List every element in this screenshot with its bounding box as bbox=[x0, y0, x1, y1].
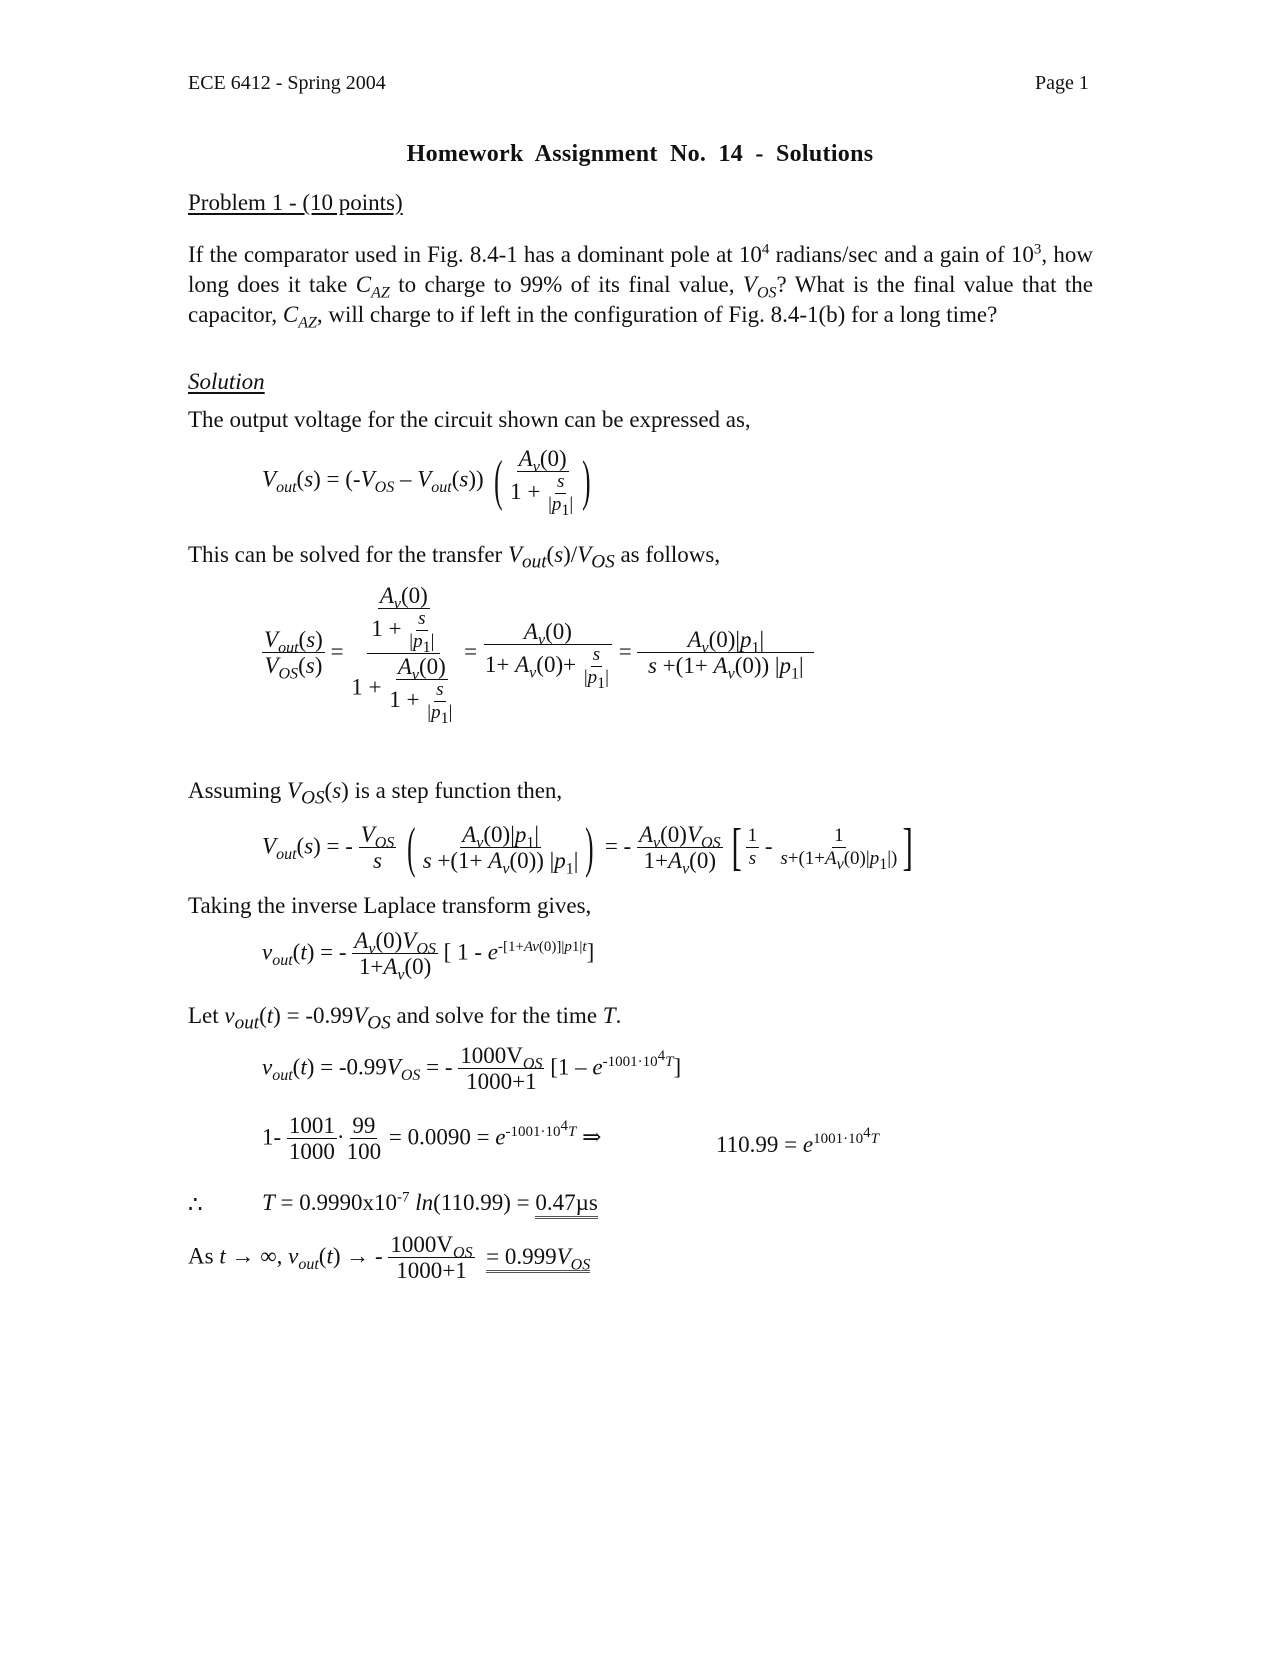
final-value-equation: As t → ∞, $v_{out}(t)$ → - $1000V_{OS}$ 1000+1 = $0.999V_{OS}$ bbox=[188, 1232, 591, 1284]
page-title: Homework Assignment No. 14 - Solutions bbox=[406, 141, 874, 167]
equation-exponential: 1- $\frac{1001}{1000}$ · $\frac{99}{100}$ = $0.0090 = e^{-1001\cdot 10^4T}$ ⇒ bbox=[262, 1113, 602, 1165]
equation-step-response: $V_{out}(s)$ = - $V_{OS}$ s ( $\frac{A_v(0)|p_1|}{s +(1+ A_v(0)) |p_1|}$ ) = - $A_v(0)V_{OS}$ $1+A_v(0)$ [ $\frac{1}{s}$ - $\frac{1}{s+(1+A_v(0)|p_1|)}$ ] bbox=[262, 817, 914, 879]
inverse-laplace-text: Taking the inverse Laplace transform gives, bbox=[188, 893, 592, 918]
course-header: ECE 6412 - Spring 2004 bbox=[188, 72, 386, 94]
equation-substitution: $v_{out}(t) = -0.99V_{OS}$ = - $1000V_{OS}$ 1000+1 $[1 - e^{-1001\cdot 10^4T}]$ bbox=[262, 1043, 682, 1095]
solution-heading: Solution bbox=[188, 369, 265, 394]
equation-transfer: $V_{out}(s)$ $V_{OS}(s)$ = $A_v(0)$ 1 + $\frac{s}{|p_1|}$ 1 + $A_v(0)$ 1 + $\frac{s}{|p_1|}$ = $A_v(0)$ $1+ A_v(0)+$ $\frac{s}{|p_1|}$ = $\frac{A_v(0)|p_1|}{s +(1+ A_v(0)) |p_1|}$ bbox=[262, 583, 814, 724]
equation-time-domain: $v_{out}(t)$ = - $A_v(0)V_{OS}$ $1+A_v(0)$ [ $1 - e^{-[1+Av(0)]|p1|t}$] bbox=[262, 928, 595, 984]
problem-statement: If the comparator used in Fig. 8.4-1 has a dominant pole at $10^4$ radians/sec and a gain of $10^3$, how long does it take $C_{AZ}$ to charge to 99% of its final value, $V_{OS}$? What is the final value that the capacitor, $C_{AZ}$, will charge to if left in the configuration of Fig. 8.4-1(b) for a long time? bbox=[188, 241, 1093, 332]
transfer-text: This can be solved for the transfer $V_{out}(s)/V_{OS}$ as follows, bbox=[188, 542, 721, 573]
equation-exp-solved: $110.99 = e^{1001\cdot 10^4T}$ bbox=[716, 1125, 879, 1157]
solution-intro: The output voltage for the circuit shown can be expressed as, bbox=[188, 407, 751, 432]
problem-heading: Problem 1 - (10 points) bbox=[188, 190, 403, 215]
let-text: Let $v_{out}(t) = -0.99V_{OS}$ and solve for the time T. bbox=[188, 1003, 622, 1034]
equation-vout: $V_{out}(s) = (-V_{OS} - V_{out}(s))$ ( $A_v(0)$ 1 + $\frac{s}{|p_1|}$ ) bbox=[262, 446, 591, 519]
step-text: Assuming $V_{OS}(s)$ is a step function then, bbox=[188, 778, 563, 809]
time-result: $T = 0.9990x10^{-7}$ ln(110.99) = 0.47µs bbox=[262, 1190, 598, 1216]
page-number: Page 1 bbox=[1035, 72, 1089, 94]
therefore-symbol: ∴ bbox=[188, 1192, 203, 1217]
